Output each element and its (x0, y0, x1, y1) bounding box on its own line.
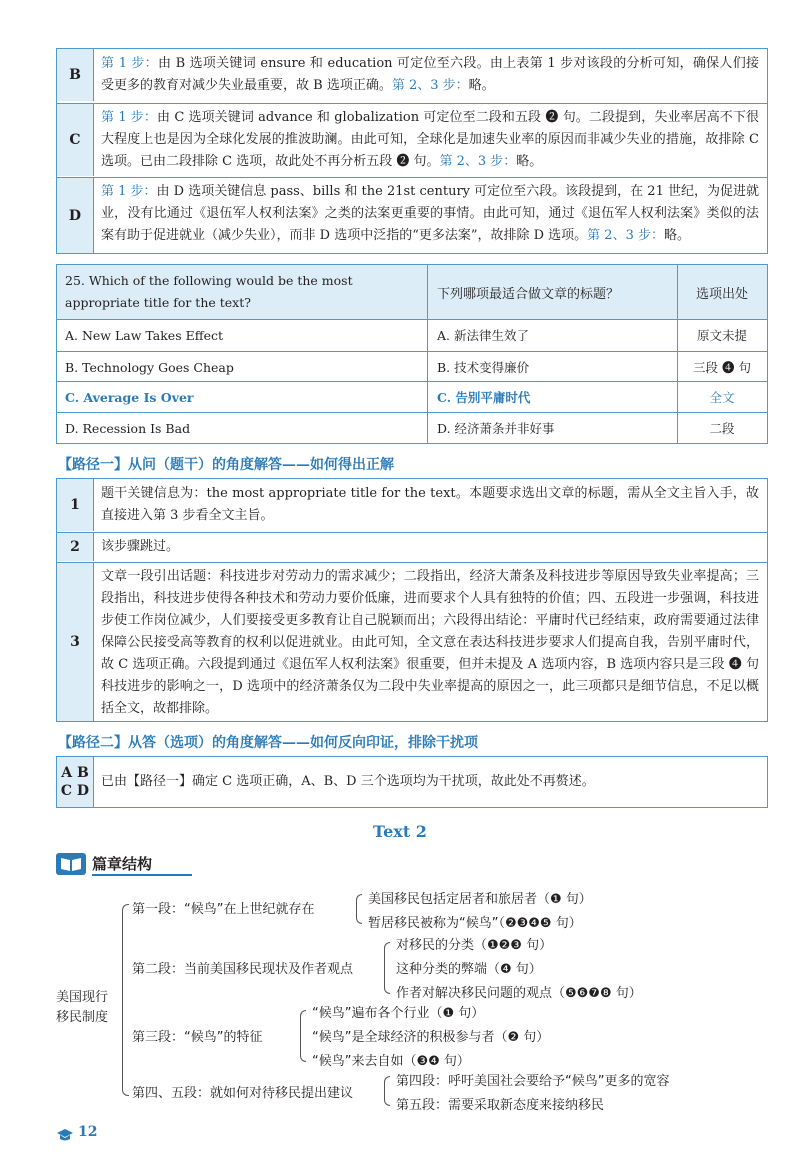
path1-row1-text: 题干关键信息为：the most appropriate title for the text。本题要求选出文章的标题，需从全文主旨入手，故直接进入第 3 步看全文主旨。 (101, 486, 759, 523)
section-2-label: 第二段：当前美国移民现状及作者观点 (132, 962, 354, 977)
option-c-en: C. Average Is Over (65, 389, 194, 405)
section-1-item-2: 暂居移民被称为“候鸟”（❷❸❹❺ 句） (368, 916, 582, 931)
row-b-body: 由 B 选项关键词 ensure 和 education 可定位至六段。由上表第 1 步对该段的分析可知，确保人们接受更多的教育对减少失业最重要，故 B 选项正确。 (101, 56, 759, 93)
row-b-tail: 略。 (468, 78, 495, 93)
step23-label: 第 2、3 步： (587, 228, 664, 243)
option-c-src: 全文 (709, 390, 735, 405)
option-b-src: 三段 ❹ 句 (693, 360, 751, 375)
path2-title: 【路径二】从答（选项）的角度解答——如何反向印证，排除干扰项 (58, 735, 478, 751)
option-b-zh: B. 技术变得廉价 (437, 360, 530, 375)
text2-title: Text 2 (373, 822, 427, 841)
path1-table (56, 478, 768, 722)
section-2-item-1: 对移民的分类（❶❷❸ 句） (396, 938, 553, 953)
path2-table (56, 756, 768, 808)
section-3-brace (300, 1010, 306, 1062)
structure-heading (56, 852, 192, 876)
section-3-label: 第三段：“候鸟”的特征 (132, 1030, 263, 1045)
section-4-brace (384, 1076, 390, 1106)
row-label-b: B (57, 49, 94, 101)
row-label-d: D (57, 178, 94, 253)
path2-label-top: A B (61, 765, 89, 781)
structure-heading-label: 篇章结构 (92, 853, 192, 876)
step1-label: 第 1 步： (101, 184, 157, 199)
section-1-item-1: 美国移民包括定居者和旅居者（❶ 句） (368, 892, 592, 907)
section-2-brace (384, 942, 390, 994)
path1-title: 【路径一】从问（题干）的角度解答——如何得出正解 (58, 457, 394, 473)
section-3-item-3: “候鸟”来去自如（❸❹ 句） (312, 1054, 470, 1069)
book-icon (56, 853, 86, 875)
row-c-text (101, 107, 759, 173)
row-c-body: 由 C 选项关键词 advance 和 globalization 可定位至二段和五段 ❷ 句。二段提到，失业率居高不下很大程度上也是因为全球化发展的推波助澜。由此可知，全球化是加速失业率的原因而非减少失业的措施，故排除 C 选项。已由二段排除 C 选项，故此处不再分析五段 ❷ 句。 (101, 110, 759, 169)
row-d-body: 由 D 选项关键信息 pass、bills 和 the 21st century 可定位至六段。该段提到，在 21 世纪，为促进就业，没有比通过《退伍军人权利法案》之类的法案更重要的事情。由此可知，通过《退伍军人权利法案》类似的法案有助于促进就业（减少失业），而非 D 选项中泛指的“更多法案”，故排除 D 选项。 (101, 184, 759, 243)
section-2-item-2: 这种分类的弊端（❹ 句） (396, 962, 542, 977)
question-table (56, 264, 768, 444)
section-4-label: 第四、五段：就如何对待移民提出建议 (132, 1086, 354, 1101)
section-4-item-2: 第五段：需要采取新态度来接纳移民 (396, 1098, 605, 1113)
path1-row2-text: 该步骤跳过。 (101, 539, 180, 554)
row-d-text (101, 181, 759, 247)
page-number: 12 (78, 1124, 98, 1140)
root-brace (122, 904, 129, 1096)
option-analysis-table (56, 48, 768, 254)
option-b-en: B. Technology Goes Cheap (65, 359, 234, 375)
step23-label: 第 2、3 步： (439, 154, 517, 169)
section-3-item-2: “候鸟”是全球经济的积极参与者（❷ 句） (312, 1030, 550, 1045)
section-4-item-1: 第四段：呼吁美国社会要给予“候鸟”更多的宽容 (396, 1074, 670, 1089)
option-d-src: 二段 (709, 421, 735, 436)
root-node (56, 988, 108, 1028)
option-a-en: A. New Law Takes Effect (65, 327, 224, 343)
row-label-c: C (57, 104, 94, 176)
path1-row3-label: 3 (57, 563, 94, 721)
path2-label (57, 757, 94, 807)
path1-row1-label: 1 (57, 479, 94, 531)
row-d-tail: 略。 (663, 228, 690, 243)
graduation-cap-icon (56, 1126, 74, 1138)
row-b-text (101, 53, 759, 97)
path1-row2-label: 2 (57, 533, 94, 561)
question-header-zh: 下列哪项最适合做文章的标题？ (437, 286, 620, 302)
step1-label: 第 1 步： (101, 110, 157, 125)
root-line-2: 移民制度 (56, 1010, 109, 1025)
option-c-zh: C. 告别平庸时代 (437, 390, 531, 405)
question-header-src: 选项出处 (695, 286, 748, 302)
section-1-brace (356, 894, 362, 924)
option-d-zh: D. 经济萧条并非好事 (437, 421, 555, 436)
question-header-en: 25. Which of the following would be the most appropriate title for the text? (65, 273, 353, 310)
step1-label: 第 1 步： (101, 56, 158, 71)
step23-label: 第 2、3 步： (391, 78, 469, 93)
option-a-src: 原文未提 (696, 328, 747, 343)
option-a-zh: A. 新法律生效了 (437, 328, 529, 343)
section-2-item-3: 作者对解决移民问题的观点（❺❻❼❽ 句） (396, 986, 642, 1001)
path1-row3-text: 文章一段引出话题：科技进步对劳动力的需求减少；二段指出，经济大萧条及科技进步等原因导致失业率提高；三段指出，科技进步使得各种技术和劳动力要价低廉，进而要求个人具有独特的价值；四、五段进一步强调，科技进步使工作岗位减少，人们要接受更多教育让自己脱颖而出；六段得出结论：平庸时代已经结束，政府需要通过法律保障公民接受高等教育的权利以促进就业。由此可知，全文意在表达科技进步要求人们提高自我，告别平庸时代，故 C 选项正确。六段提到通过《退伍军人权利法案》很重要，但并未提及 A 选项内容，B 选项内容只是三段 ❹ 句科技进步的影响之一，D 选项中的经济萧条仅为二段中失业率提高的原因之一，此三项都只是细节信息，不足以概括全文，故都排除。 (101, 569, 759, 716)
section-3-item-1: “候鸟”遍布各个行业（❶ 句） (312, 1006, 485, 1021)
root-line-1: 美国现行 (56, 990, 109, 1005)
section-1-label: 第一段：“候鸟”在上世纪就存在 (132, 902, 315, 917)
page-number-block (56, 1124, 97, 1140)
option-d-en: D. Recession Is Bad (65, 420, 191, 436)
path2-label-bottom: C D (60, 783, 90, 799)
row-c-tail: 略。 (516, 154, 543, 169)
path2-text: 已由【路径一】确定 C 选项正确，A、B、D 三个选项均为干扰项，故此处不再赘述。 (101, 774, 595, 789)
